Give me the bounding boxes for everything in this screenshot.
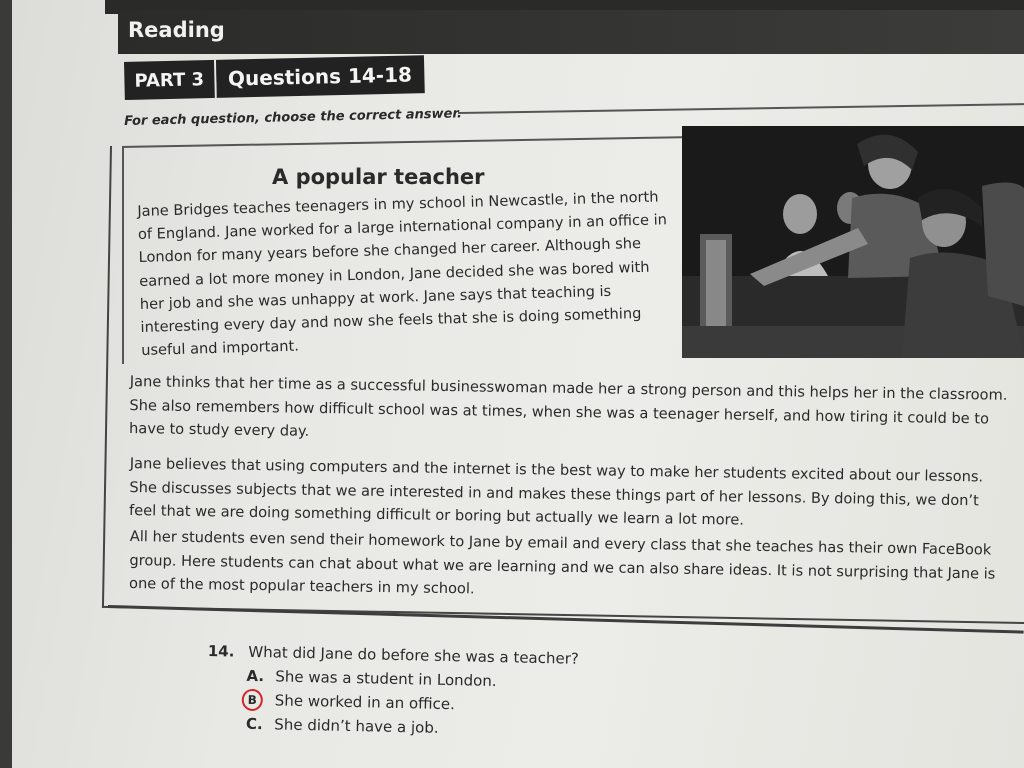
article-paragraph-2: Jane thinks that her time as a successful businesswoman made her a strong person and this helps her in the classroom. She also remembers how difficult school was at times, when she was a teenager herself, and how tiring it could be to have to study every day. [128, 372, 1008, 440]
article-paragraph-4: All her students even send their homework to Jane by email and every class that she teaches has their own FaceBook group. Here students can chat about what we are learning and we can also share ideas. It is not surprising that Jane is one of the most popular teachers in my school. [128, 527, 996, 598]
selected-answer-circle-icon: B [242, 689, 263, 711]
answer-options [246, 664, 807, 748]
option-a-text: She was a student in London. [275, 667, 497, 691]
article-title: A popular teacher [272, 165, 485, 189]
article-frame-left [122, 146, 124, 364]
option-c-letter: C. [245, 714, 263, 734]
option-b-text: She worked in an office. [274, 691, 456, 714]
instruction-text: For each question, choose the correct answer. [124, 106, 463, 129]
question-text: What did Jane do before she was a teacher? [248, 642, 580, 668]
article-paragraph-3: Jane believes that using computers and the internet is the best way to make her students excited about our lessons. She discusses subjects that we are interested in and makes these things part of her lessons. By doing this, we don’t feel that we are doing something difficult or boring but actually we learn a lot more. [128, 454, 984, 529]
question-number: 14. [207, 642, 235, 661]
option-b-letter-wrap [247, 689, 263, 711]
section-title: Reading [128, 18, 225, 42]
option-a-letter: A. [246, 666, 265, 686]
classroom-photo [682, 126, 1024, 358]
article-paragraph-1: Jane Bridges teaches teenagers in my school in Newcastle, in the north of England. Jane worked for a large international company in an office in London for many years before she changed her career. Although she earned a lot more money in London, Jane decided she was bored with her job and she was unhappy at work. Jane says that teaching is interesting every day and now she feels that she is doing something useful and important. [137, 188, 668, 360]
questions-range: Questions 14-18 [216, 55, 425, 98]
classroom-photo-illustration [682, 126, 1024, 358]
part-header [124, 55, 424, 100]
option-c-text: She didn’t have a job. [274, 715, 439, 737]
question-14 [206, 642, 808, 748]
part-label: PART 3 [124, 60, 216, 100]
section-header-band [118, 10, 1024, 54]
